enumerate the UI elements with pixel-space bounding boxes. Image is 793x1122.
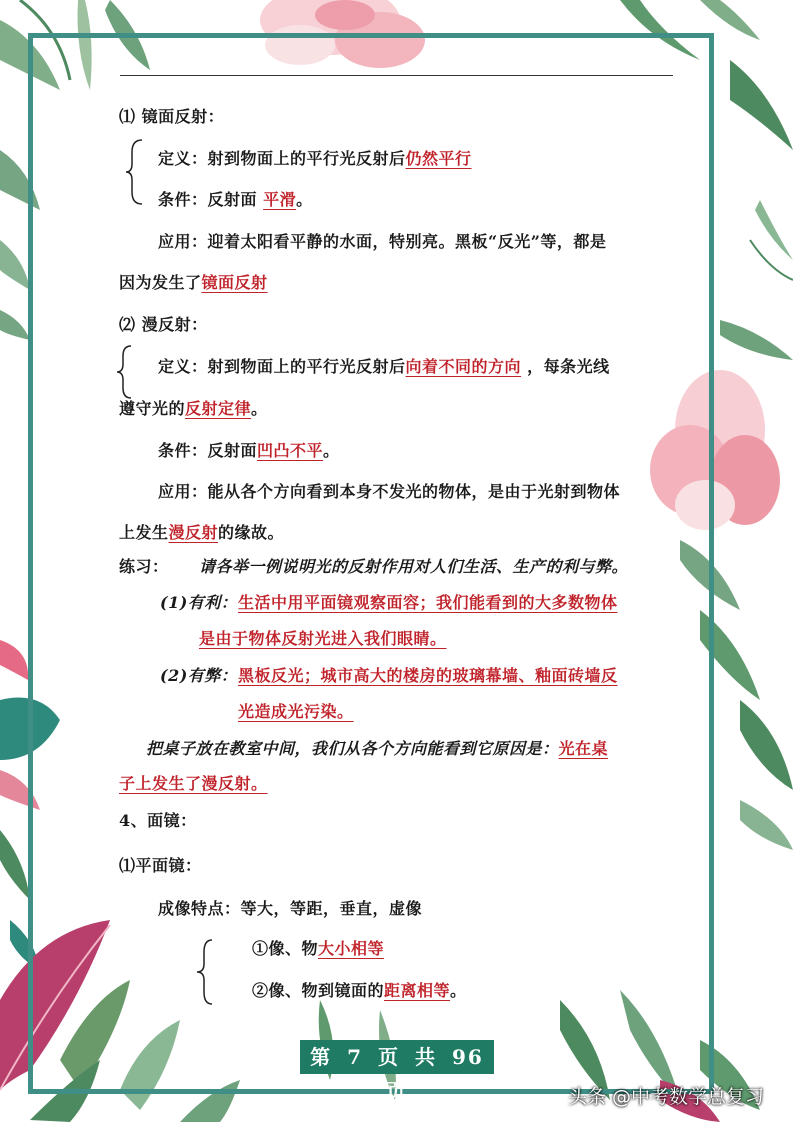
diffuse-application-answer: 漫反射 [168,523,219,542]
diffuse-definition-line2 [119,398,268,420]
total-pages-number: 96 [451,1045,484,1069]
mirror-definition-text: 定义：射到物面上的平行光反射后 [158,149,406,168]
current-page-number: 7 [347,1045,364,1069]
disadvantage-line2 [238,701,354,723]
mirror-condition-text: 条件：反射面 [158,190,264,209]
feature-2-suffix: 。 [450,981,467,1000]
feature-2 [252,980,467,1002]
advantage-line2 [199,628,447,650]
advantage-label: (1)有利： [160,593,238,612]
question2-line2 [119,773,268,795]
feature-2-answer: 距离相等 [384,981,451,1000]
brace-features [196,938,218,1006]
disadvantage-label: (2)有弊： [160,666,238,685]
practice-question: 请各举一例说明光的反射作用对人们生活、生产的利与弊。 [199,557,629,576]
mirror-application-answer: 镜面反射 [201,273,268,292]
diffuse-definition2-suffix: 。 [251,399,268,418]
disadvantage-answer-2: 光造成光污染。 [238,702,354,721]
practice-label: 练习： [119,557,169,576]
diffuse-definition2-text: 遵守光的 [119,399,186,418]
advantage-line1 [238,592,618,614]
diffuse-definition-line1 [158,356,610,378]
diffuse-condition [158,440,340,462]
diffuse-definition-text: 定义：射到物面上的平行光反射后 [158,357,406,376]
diffuse-definition2-answer: 反射定律 [185,399,252,418]
mirror-application-text: 因为发生了 [119,273,202,292]
advantage-answer-1: 生活中用平面镜观察面容；我们能看到的大多数物体 [238,593,618,612]
mirror-definition [158,148,472,170]
page-word-4: 页 [386,1079,408,1103]
page-indicator [300,1040,494,1103]
diffuse-condition-answer: 凹凸不平 [257,441,324,460]
plane-mirror-heading: ⑴平面镜： [119,856,202,875]
header-rule [120,75,673,76]
mirror-condition-answer: 平滑 [263,190,297,209]
page-word-1: 第 [310,1045,333,1069]
brace-mirror [126,138,146,206]
section-mirrors-heading: 4、面镜： [119,811,197,830]
question2-line1 [146,738,608,760]
section-diffuse-reflection-heading: ⑵ 漫反射： [119,315,208,334]
advantage-answer-2: 是由于物体反射光进入我们眼睛。 [199,629,447,648]
question2-answer-1: 光在桌 [558,739,609,758]
diffuse-application-line2 [119,522,284,544]
diffuse-application-suffix: 的缘故。 [218,523,285,542]
page-word-2: 页 [378,1045,401,1069]
mirror-definition-answer: 仍然平行 [405,149,472,168]
diffuse-application-text: 上发生 [119,523,169,542]
page-word-3: 共 [415,1045,437,1069]
feature-2-text: ②像、物到镜面的 [252,981,385,1000]
mirror-condition [158,189,313,211]
question2-answer-2: 子上发生了漫反射。 [119,774,268,793]
mirror-application-line2 [119,272,268,294]
brace-diffuse [117,344,137,400]
diffuse-condition-text: 条件：反射面 [158,441,258,460]
image-features: 成像特点：等大，等距，垂直，虚像 [158,899,423,918]
section-mirror-reflection-heading: ⑴ 镜面反射： [119,107,225,126]
diffuse-condition-suffix: 。 [323,441,340,460]
mirror-condition-suffix: 。 [296,190,313,209]
diffuse-application-line1: 应用：能从各个方向看到本身不发光的物体，是由于光射到物体 [158,482,621,501]
mirror-application-line1: 应用：迎着太阳看平静的水面，特别亮。黑板“反光”等，都是 [158,232,607,251]
disadvantage-line1 [238,665,618,687]
diffuse-definition-answer: 向着不同的方向 [405,357,522,376]
feature-1-text: ①像、物 [252,939,319,958]
feature-1 [252,938,384,960]
disadvantage-answer-1: 黑板反光；城市高大的楼房的玻璃幕墙、釉面砖墙反 [238,666,618,685]
source-watermark: 头条 @中考数学总复习 [568,1086,765,1108]
question2-text: 把桌子放在教室中间，我们从各个方向能看到它原因是： [146,739,559,758]
feature-1-answer: 大小相等 [318,939,385,958]
diffuse-definition-suffix: ，每条光线 [527,357,610,376]
